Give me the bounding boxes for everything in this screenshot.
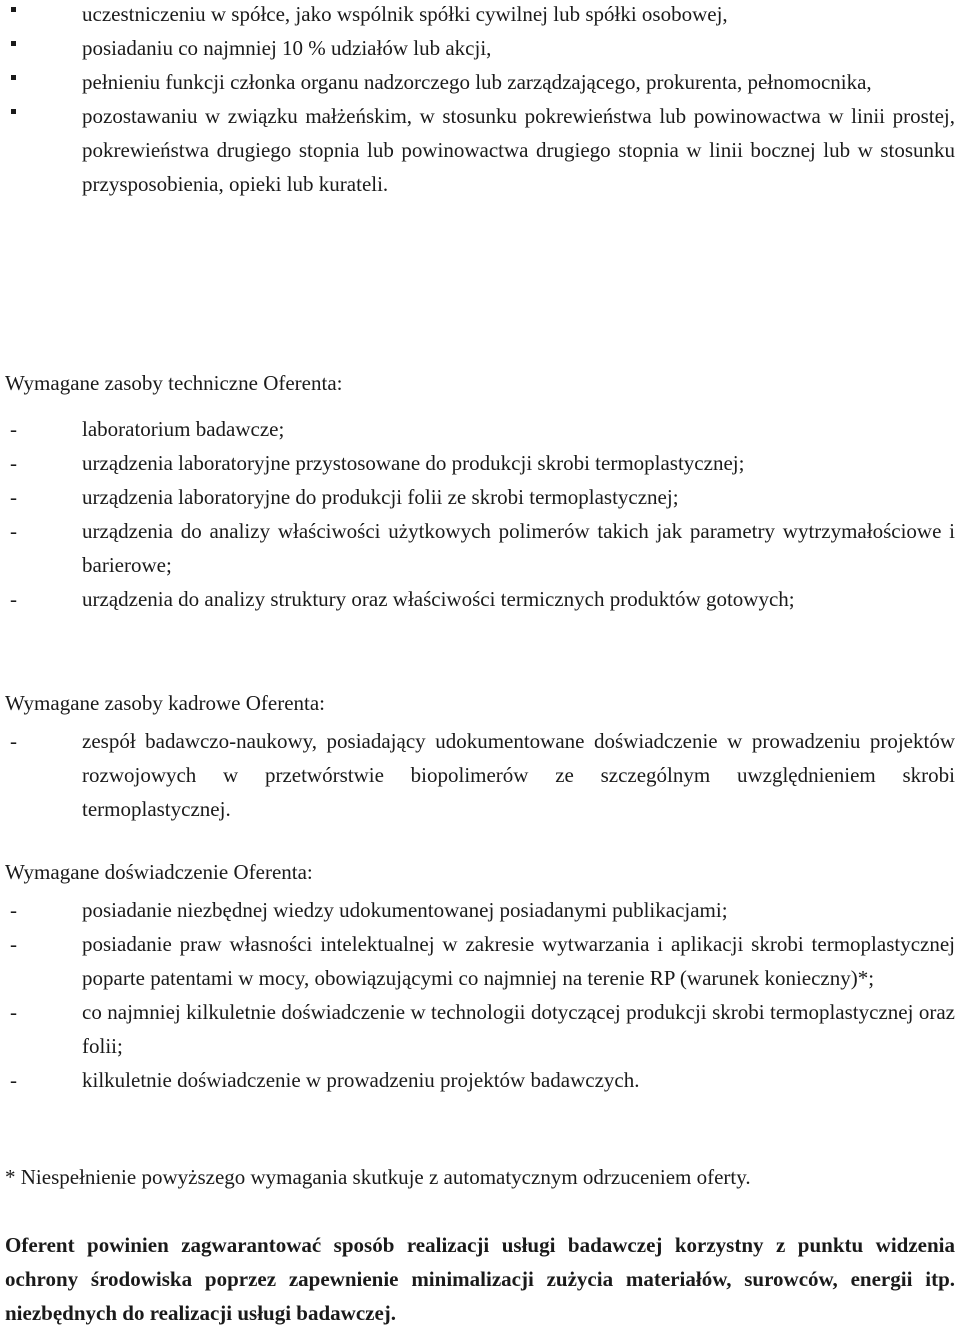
section-experience [5,855,955,1097]
list-item: posiadaniu co najmniej 10 % udziałów lub akcji, [5,31,955,65]
list-item: - posiadanie niezbędnej wiedzy udokumentowanej posiadanymi publikacjami; [5,893,955,927]
dash-marker: - [10,451,17,475]
list-item: uczestniczeniu w spółce, jako wspólnik spółki cywilnej lub spółki osobowej, [5,0,955,31]
section-heading: Wymagane doświadczenie Oferenta: [5,860,313,884]
dash-marker: - [10,519,17,543]
section-heading: Wymagane zasoby techniczne Oferenta: [5,371,343,395]
dash-marker: - [10,1068,17,1092]
dash-marker: - [10,587,17,611]
list-item: - urządzenia do analizy właściwości użytkowych polimerów takich jak parametry wytrzymałościowe i barierowe; [5,514,955,582]
list-item: - urządzenia do analizy struktury oraz właściwości termicznych produktów gotowych; [5,582,955,616]
dash-marker: - [10,898,17,922]
list-item: - co najmniej kilkuletnie doświadczenie w technologii dotyczącej produkcji skrobi termoplastycznej oraz folii; [5,995,955,1063]
list-item: - kilkuletnie doświadczenie w prowadzeniu projektów badawczych. [5,1063,955,1097]
experience-list [5,893,955,1097]
footnote: * Niespełnienie powyższego wymagania skutkuje z automatycznym odrzuceniem oferty. [5,1165,751,1189]
list-item: pozostawaniu w związku małżeńskim, w stosunku pokrewieństwa lub powinowactwa w linii prostej, pokrewieństwa drugiego stopnia lub powinowactwa drugiego stopnia w linii bocznej lub w stosunku przysposobienia, opieki lub kurateli. [5,99,955,201]
list-item: - urządzenia laboratoryjne przystosowane do produkcji skrobi termoplastycznej; [5,446,955,480]
dash-marker: - [10,729,17,753]
section-staff-resources [5,686,955,826]
list-item: pełnieniu funkcji członka organu nadzorczego lub zarządzającego, prokurenta, pełnomocnika, [5,65,955,99]
list-item: - posiadanie praw własności intelektualnej w zakresie wytwarzania i aplikacji skrobi termoplastycznej poparte patentami w mocy, obowiązującymi co najmniej na terenie RP (warunek konieczny)*; [5,927,955,995]
list-item: - laboratorium badawcze; [5,412,955,446]
technical-resources-list [5,412,955,616]
list-item: - urządzenia laboratoryjne do produkcji folii ze skrobi termoplastycznej; [5,480,955,514]
dash-marker: - [10,1000,17,1024]
dash-marker: - [10,417,17,441]
dash-marker: - [10,932,17,956]
section-heading: Wymagane zasoby kadrowe Oferenta: [5,691,326,715]
dash-marker: - [10,485,17,509]
bullet-list-relations [5,0,955,201]
closing-statement: Oferent powinien zagwarantować sposób realizacji usługi badawczej korzystny z punktu widzenia ochrony środowiska poprzez zapewnienie minimalizacji zużycia materiałów, surowców, energii itp. niezbędnych do realizacji usługi badawczej. [5,1233,955,1325]
list-item: - zespół badawczo-naukowy, posiadający udokumentowane doświadczenie w prowadzeniu projektów rozwojowych w przetwórstwie biopolimerów ze szczególnym uwzględnieniem skrobi termoplastycznej. [5,724,955,826]
section-technical-resources [5,366,955,616]
staff-resources-list [5,724,955,826]
